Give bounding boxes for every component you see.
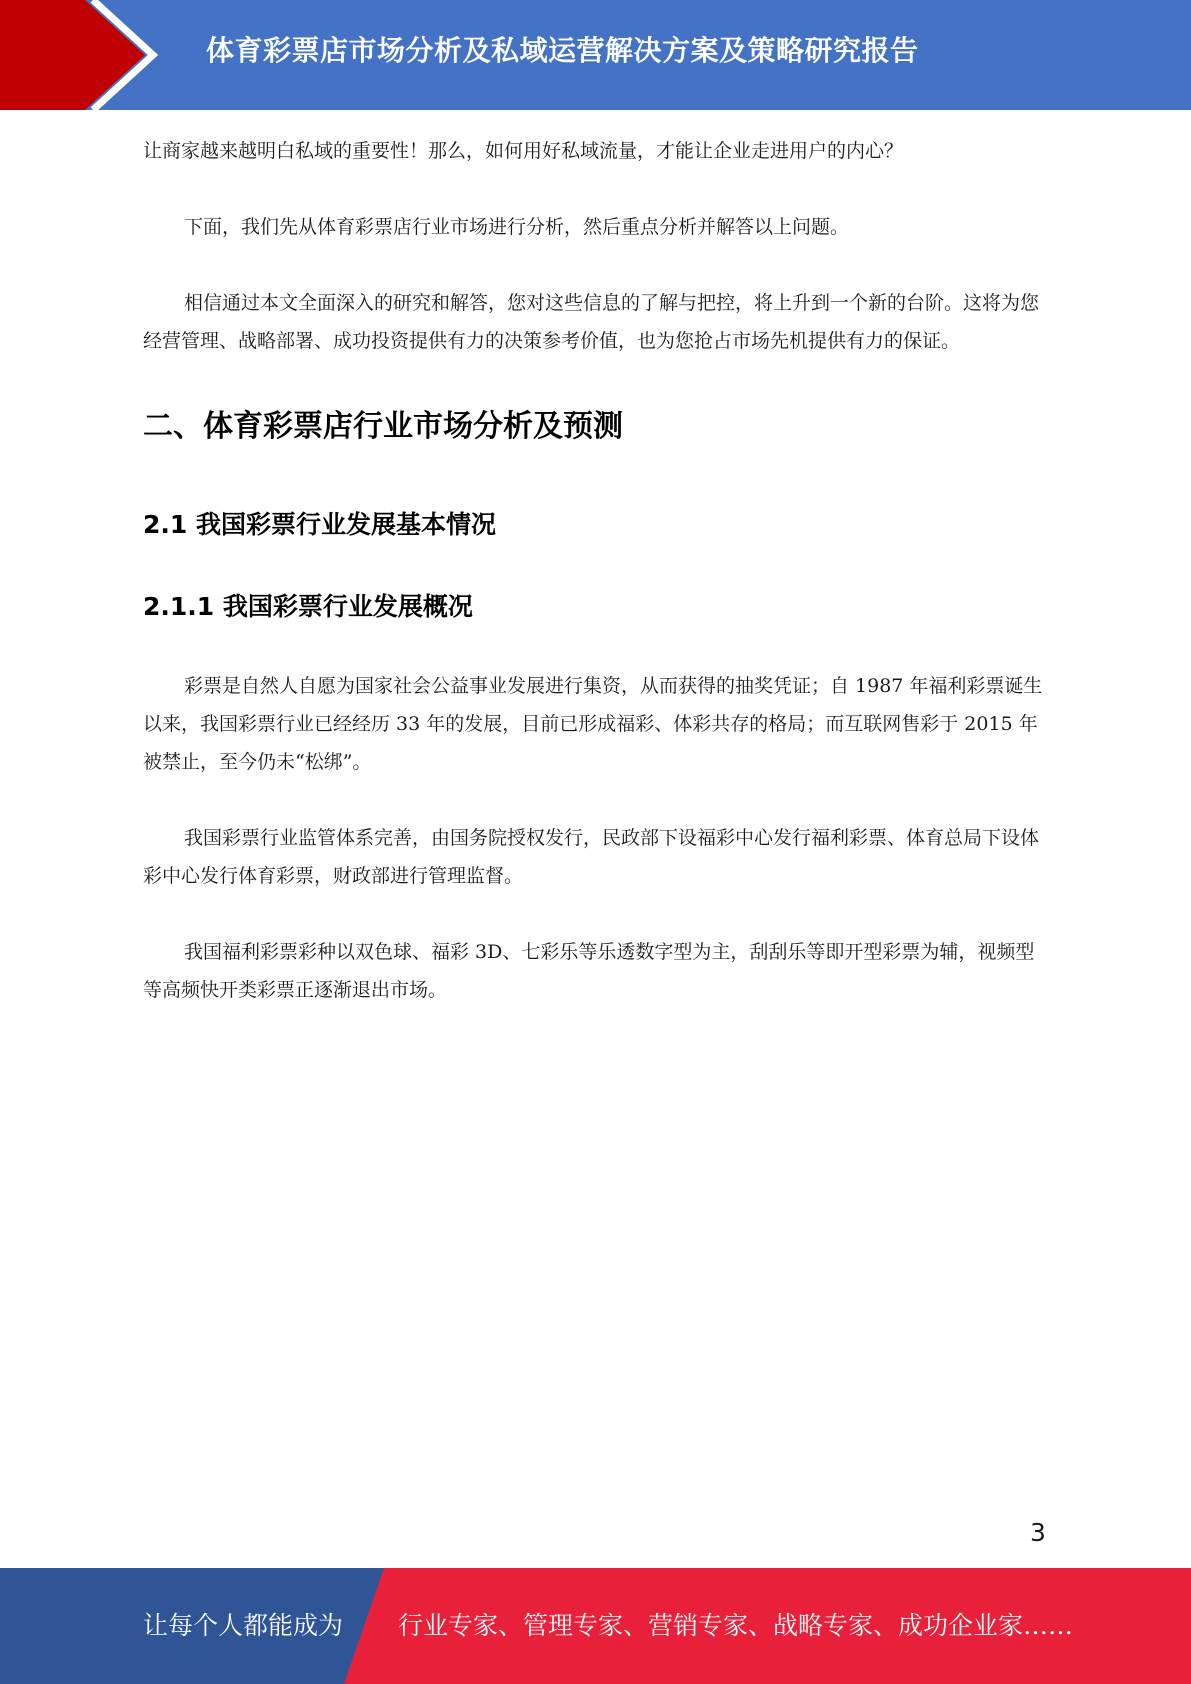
paragraph-lottery-overview: 彩票是自然人自愿为国家社会公益事业发展进行集资，从而获得的抽奖凭证；自 1987 年福利彩票诞生以来，我国彩票行业已经经历 33 年的发展，目前已形成福彩、体彩共存的格局；而互联网售彩于 2015 年被禁止，至今仍未“松绑”。 bbox=[143, 675, 1043, 773]
paragraph-value-statement: 相信通过本文全面深入的研究和解答，您对这些信息的了解与把控，将上升到一个新的台阶。这将为您经营管理、战略部署、成功投资提供有力的决策参考价值，也为您抢占市场先机提供有力的保证。 bbox=[143, 292, 1040, 352]
subsubsection-heading: 2.1.1 我国彩票行业发展概况 bbox=[143, 592, 473, 621]
section-heading: 二、体育彩票店行业市场分析及预测 bbox=[143, 409, 623, 444]
footer-slogan-left: 让每个人都能成为 bbox=[143, 1611, 344, 1640]
page-footer bbox=[0, 1568, 1191, 1684]
paragraph-analysis-intro: 下面，我们先从体育彩票店行业市场进行分析，然后重点分析并解答以上问题。 bbox=[184, 216, 850, 238]
paragraph-lottery-types: 我国福利彩票彩种以双色球、福彩 3D、七彩乐等乐透数字型为主，刮刮乐等即开型彩票为辅，视频型等高频快开类彩票正逐渐退出市场。 bbox=[143, 941, 1035, 1001]
header-red-chevron bbox=[0, 0, 145, 110]
footer-slogan-right: 行业专家、管理专家、营销专家、战略专家、成功企业家…… bbox=[398, 1611, 1074, 1640]
paragraph-intro-continuation: 让商家越来越明白私域的重要性！那么，如何用好私域流量，才能让企业走进用户的内心？ bbox=[143, 140, 904, 162]
document-body bbox=[143, 132, 1048, 1009]
header-chevron-decoration bbox=[0, 0, 160, 110]
subsection-heading: 2.1 我国彩票行业发展基本情况 bbox=[143, 510, 496, 539]
report-title: 体育彩票店市场分析及私域运营解决方案及策略研究报告 bbox=[206, 34, 919, 67]
page-header bbox=[0, 0, 1191, 110]
paragraph-regulation: 我国彩票行业监管体系完善，由国务院授权发行，民政部下设福彩中心发行福利彩票、体育总局下设体彩中心发行体育彩票，财政部进行管理监督。 bbox=[143, 827, 1040, 887]
page-number: 3 bbox=[1030, 1518, 1046, 1547]
